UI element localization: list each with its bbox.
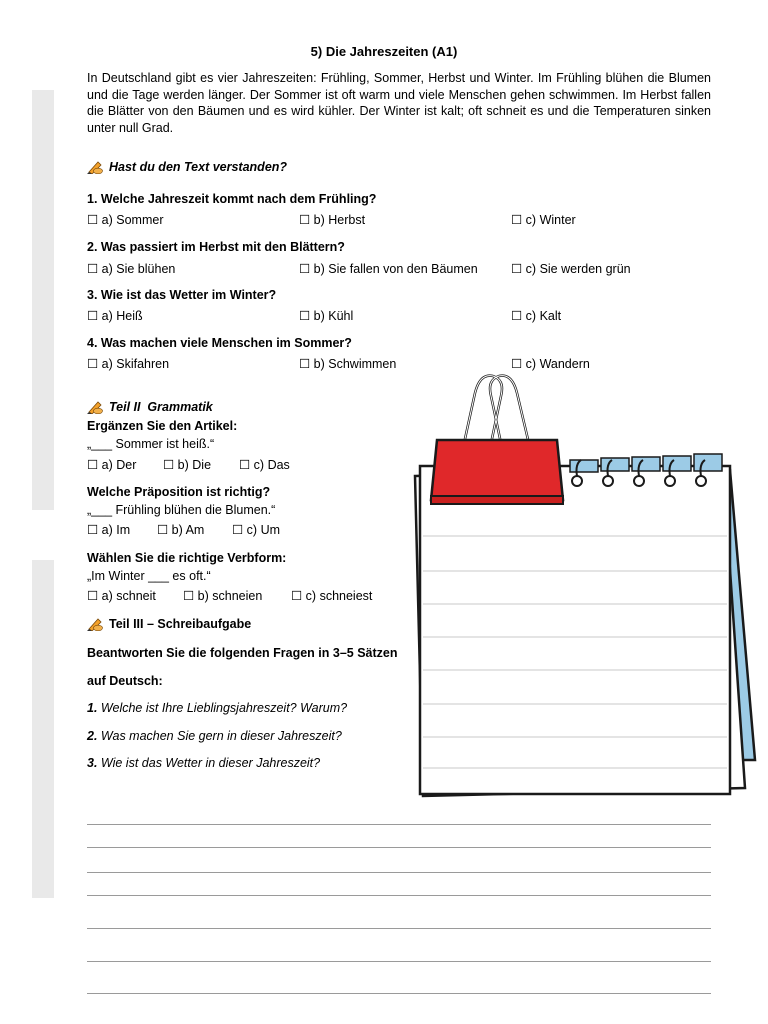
writing-line[interactable]	[87, 993, 711, 994]
writing-instruction-line-1: Beantworten Sie die folgenden Fragen in 3–5 Sätzen	[87, 646, 398, 660]
pencil-hand-icon	[87, 617, 103, 631]
writing-line[interactable]	[87, 872, 711, 873]
margin-bar-top	[32, 90, 54, 510]
writing-prompt-3	[87, 756, 320, 770]
question-4-option-b[interactable]: ☐ b) Schwimmen	[299, 357, 397, 371]
intro-text: In Deutschland gibt es vier Jahreszeiten: Frühling, Sommer, Herbst und Winter. Im Frühling blühen die Blumen und die Tage werden länger. Der Sommer ist oft warm und viele Menschen gehen schwimmen. Im Herbst fallen die Blätter von den Bäumen und es wird kühler. Der Winter ist kalt; oft schneit es und die Temperaturen sinken unter null Grad.	[87, 71, 711, 135]
writing-line[interactable]	[87, 928, 711, 929]
section2-heading	[87, 400, 213, 414]
section2-heading-text: Teil II Grammatik	[109, 400, 213, 414]
grammar-2-sentence: „___ Frühling blühen die Blumen.“	[87, 503, 276, 517]
question-2-option-b[interactable]: ☐ b) Sie fallen von den Bäumen	[299, 262, 478, 276]
margin-bar-bottom	[32, 560, 54, 898]
pencil-hand-icon	[87, 160, 103, 174]
grammar-3-sentence: „Im Winter ___ es oft.“	[87, 569, 211, 583]
grammar-3-option-c[interactable]: ☐ c) schneiest	[291, 589, 373, 603]
writing-line[interactable]	[87, 847, 711, 848]
grammar-3-option-a[interactable]: ☐ a) schneit	[87, 589, 156, 603]
grammar-1-option-b[interactable]: ☐ b) Die	[163, 458, 212, 472]
question-2-option-c[interactable]: ☐ c) Sie werden grün	[511, 262, 631, 276]
question-4-option-a[interactable]: ☐ a) Skifahren	[87, 357, 170, 371]
writing-instruction-line-2: auf Deutsch:	[87, 674, 163, 688]
question-3: 3. Wie ist das Wetter im Winter?	[87, 288, 277, 302]
pencil-hand-icon	[87, 400, 103, 414]
section1-heading	[87, 160, 287, 174]
writing-prompt-1-number: 1.	[87, 701, 98, 715]
grammar-2-option-b[interactable]: ☐ b) Am	[157, 523, 205, 537]
question-4-option-c[interactable]: ☐ c) Wandern	[511, 357, 590, 371]
writing-prompt-3-number: 3.	[87, 756, 98, 770]
writing-prompt-1-text: Welche ist Ihre Lieblingsjahreszeit? Warum?	[100, 701, 348, 715]
question-3-option-a[interactable]: ☐ a) Heiß	[87, 309, 143, 323]
question-2-option-a[interactable]: ☐ a) Sie blühen	[87, 262, 176, 276]
question-1: 1. Welche Jahreszeit kommt nach dem Frühling?	[87, 192, 377, 206]
grammar-1-option-a[interactable]: ☐ a) Der	[87, 458, 137, 472]
question-3-option-b[interactable]: ☐ b) Kühl	[299, 309, 354, 323]
question-2: 2. Was passiert im Herbst mit den Blättern?	[87, 240, 345, 254]
question-1-option-a[interactable]: ☐ a) Sommer	[87, 213, 164, 227]
writing-prompt-2-text: Was machen Sie gern in dieser Jahreszeit?	[100, 729, 342, 743]
question-4: 4. Was machen viele Menschen im Sommer?	[87, 336, 352, 350]
writing-line[interactable]	[87, 895, 711, 896]
writing-line[interactable]	[87, 824, 711, 825]
grammar-3-option-b[interactable]: ☐ b) schneien	[183, 589, 263, 603]
question-3-option-c[interactable]: ☐ c) Kalt	[511, 309, 562, 323]
writing-prompt-1	[87, 701, 347, 715]
grammar-2-option-a[interactable]: ☐ a) Im	[87, 523, 131, 537]
writing-line[interactable]	[87, 961, 711, 962]
grammar-1-option-c[interactable]: ☐ c) Das	[239, 458, 290, 472]
grammar-1-sentence: „___ Sommer ist heiß.“	[87, 437, 215, 451]
section3-heading	[87, 617, 251, 631]
page-title: 5) Die Jahreszeiten (A1)	[310, 44, 458, 59]
writing-prompt-2	[87, 729, 342, 743]
notepad-clip-illustration	[405, 368, 765, 808]
grammar-2-question: Welche Präposition ist richtig?	[87, 485, 271, 499]
grammar-1-question: Ergänzen Sie den Artikel:	[87, 419, 238, 433]
writing-prompt-3-text: Wie ist das Wetter in dieser Jahreszeit?	[100, 756, 321, 770]
question-1-option-b[interactable]: ☐ b) Herbst	[299, 213, 366, 227]
grammar-2-option-c[interactable]: ☐ c) Um	[232, 523, 281, 537]
question-1-option-c[interactable]: ☐ c) Winter	[511, 213, 576, 227]
section1-heading-text: Hast du den Text verstanden?	[109, 160, 288, 174]
section3-heading-text: Teil III – Schreibaufgabe	[109, 617, 252, 631]
writing-prompt-2-number: 2.	[87, 729, 98, 743]
grammar-3-question: Wählen Sie die richtige Verbform:	[87, 551, 287, 565]
